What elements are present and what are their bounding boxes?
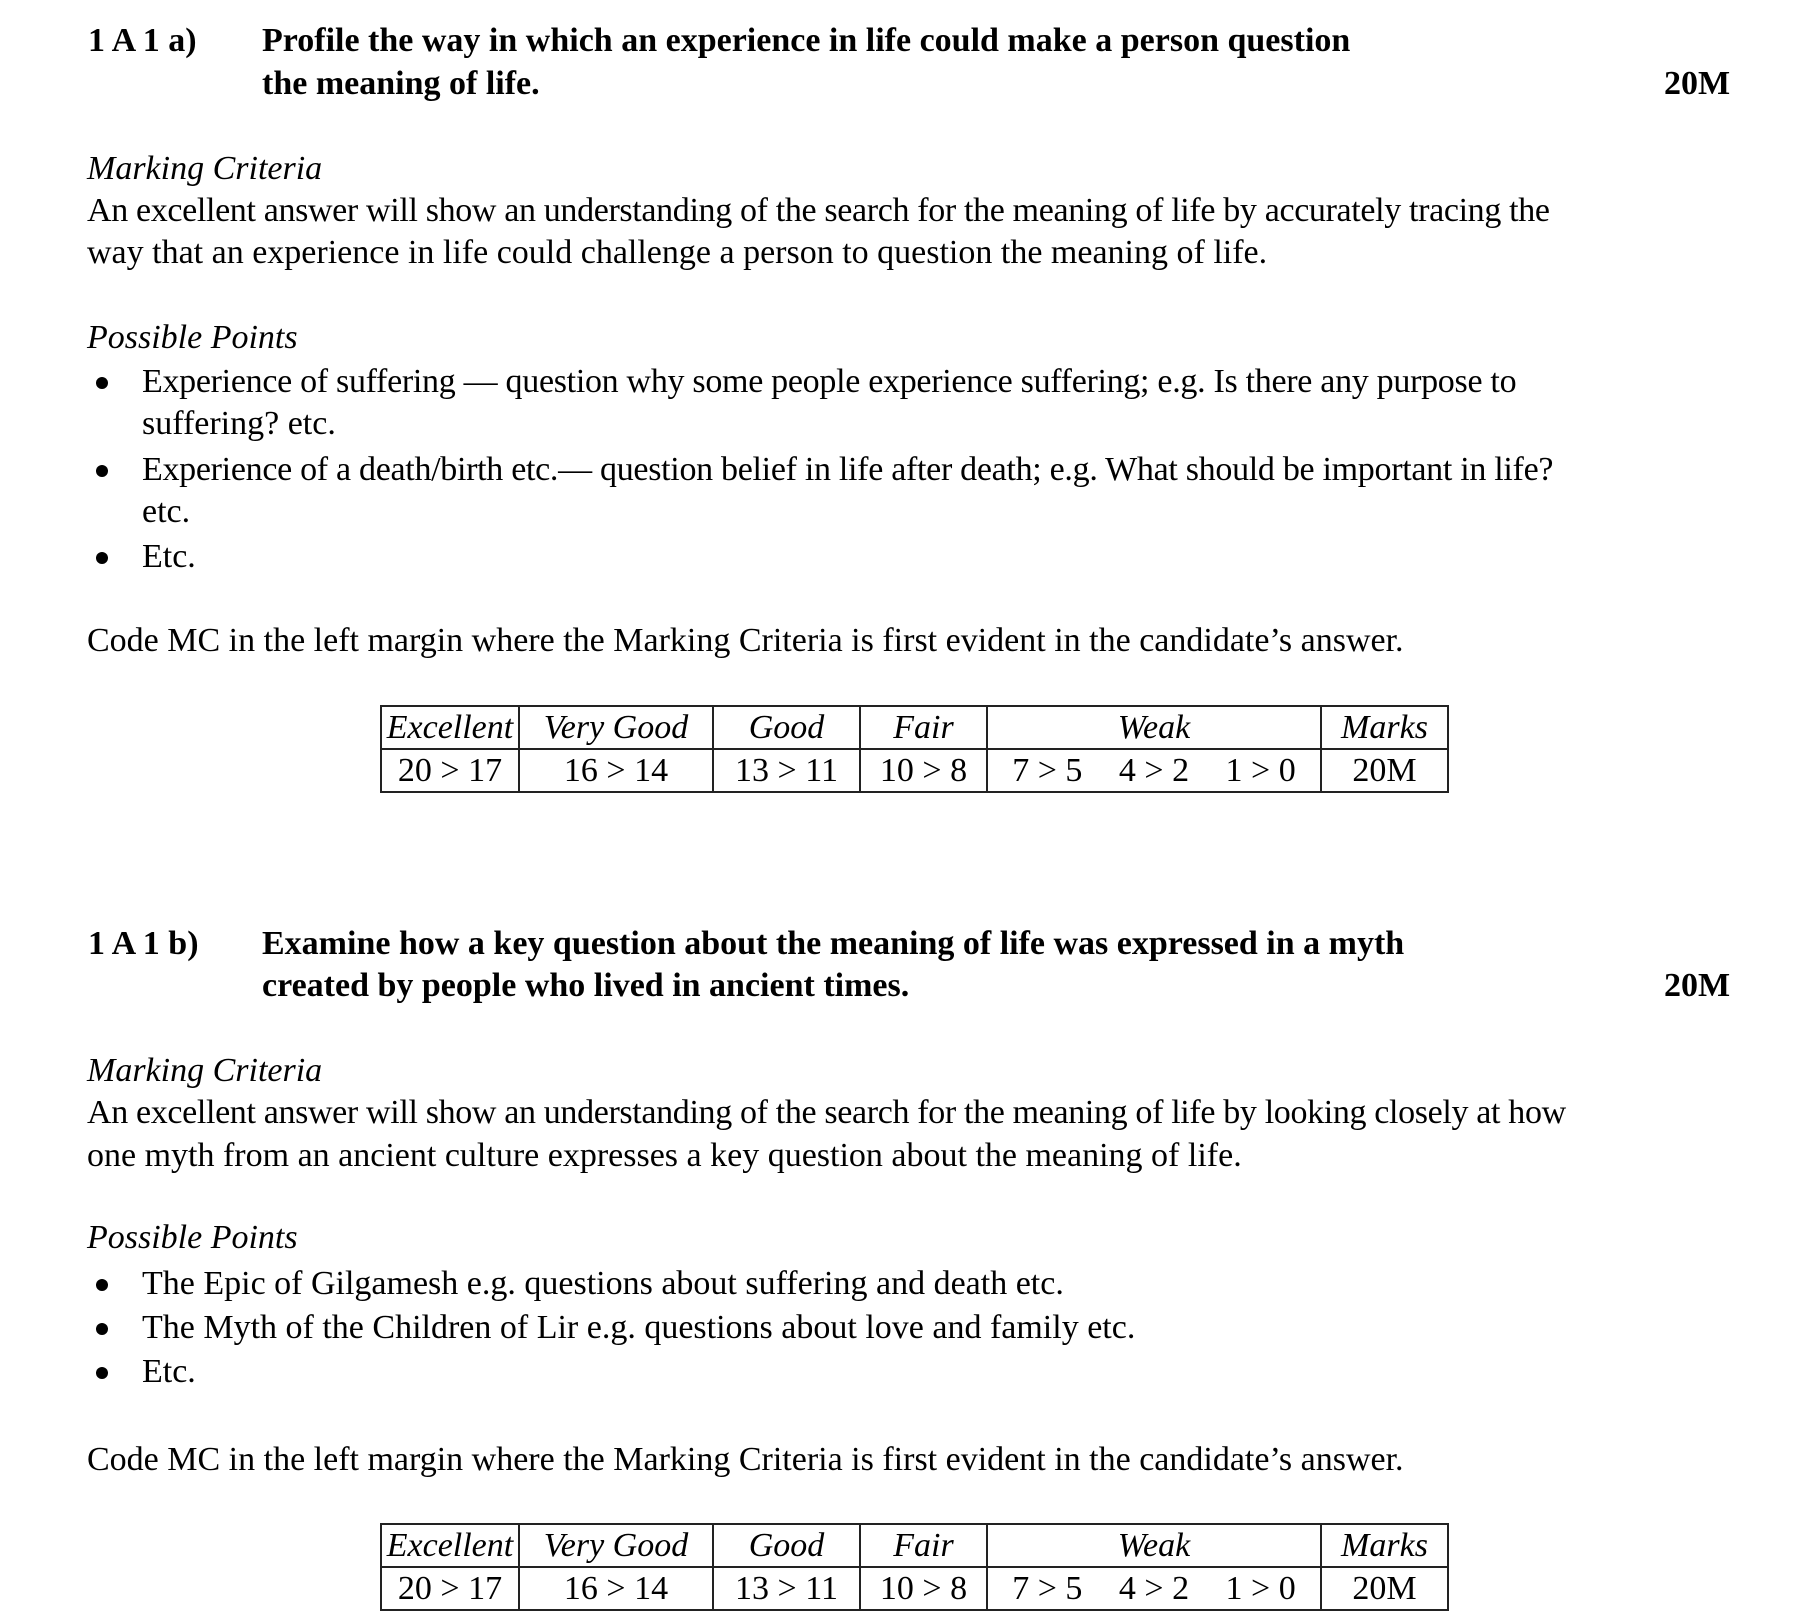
possible-points-label: Possible Points [87, 1219, 298, 1256]
grade-range-weak [987, 1567, 1321, 1610]
marking-criteria-text: way that an experience in life could challenge a person to question the meaning of life. [87, 234, 1268, 271]
grade-table-value-row [381, 1567, 1448, 1610]
bullet-icon [96, 1279, 108, 1291]
point-text: etc. [142, 493, 191, 530]
grade-header-weak: Weak [987, 706, 1321, 749]
grade-range-fair: 10 > 8 [860, 1567, 987, 1610]
grade-total-marks: 20M [1321, 749, 1448, 792]
grade-table-value-row [381, 749, 1448, 792]
weak-range: 4 > 2 [1118, 1569, 1190, 1607]
code-mc-note: Code MC in the left margin where the Marking Criteria is first evident in the candidate’s answer. [87, 622, 1404, 659]
grade-total-marks: 20M [1321, 1567, 1448, 1610]
grade-header-fair: Fair [860, 706, 987, 749]
grade-table [380, 1523, 1449, 1611]
possible-points-label: Possible Points [87, 319, 298, 356]
question-marks: 20M [1664, 967, 1731, 1004]
grade-range-excellent: 20 > 17 [381, 749, 519, 792]
grade-header-fair: Fair [860, 1524, 987, 1567]
weak-range: 4 > 2 [1118, 751, 1190, 789]
point-text: Etc. [142, 538, 196, 575]
question-marks: 20M [1664, 65, 1731, 102]
grade-range-weak [987, 749, 1321, 792]
point-text: Etc. [142, 1353, 196, 1390]
marking-criteria-text: one myth from an ancient culture expresses a key question about the meaning of life. [87, 1137, 1242, 1174]
weak-range: 7 > 5 [1012, 1569, 1083, 1607]
grade-header-marks: Marks [1321, 1524, 1448, 1567]
grade-header-very-good: Very Good [519, 706, 713, 749]
grade-header-excellent: Excellent [381, 706, 519, 749]
question-title-line: created by people who lived in ancient times. [262, 967, 910, 1004]
grade-header-very-good: Very Good [519, 1524, 713, 1567]
weak-range: 7 > 5 [1012, 751, 1083, 789]
question-number: 1 A 1 a) [88, 22, 197, 59]
grade-range-very-good: 16 > 14 [519, 749, 713, 792]
bullet-icon [96, 377, 108, 389]
grade-header-excellent: Excellent [381, 1524, 519, 1567]
grade-range-good: 13 > 11 [713, 1567, 860, 1610]
question-title-line: Examine how a key question about the meaning of life was expressed in a myth [262, 925, 1405, 962]
bullet-icon [96, 552, 108, 564]
weak-range: 1 > 0 [1225, 751, 1296, 789]
point-text: The Myth of the Children of Lir e.g. questions about love and family etc. [142, 1309, 1136, 1346]
bullet-icon [96, 1323, 108, 1335]
bullet-icon [96, 465, 108, 477]
marking-criteria-text: An excellent answer will show an understanding of the search for the meaning of life by accurately tracing the [87, 192, 1550, 229]
point-text: Experience of suffering — question why some people experience suffering; e.g. Is there any purpose to [142, 363, 1517, 400]
grade-header-good: Good [713, 706, 860, 749]
grade-range-very-good: 16 > 14 [519, 1567, 713, 1610]
grade-table-header-row [381, 1524, 1448, 1567]
grade-table [380, 705, 1449, 793]
code-mc-note: Code MC in the left margin where the Marking Criteria is first evident in the candidate’s answer. [87, 1441, 1404, 1478]
grade-header-good: Good [713, 1524, 860, 1567]
marking-criteria-text: An excellent answer will show an understanding of the search for the meaning of life by looking closely at how [87, 1094, 1566, 1131]
point-text: The Epic of Gilgamesh e.g. questions about suffering and death etc. [142, 1265, 1064, 1302]
grade-header-weak: Weak [987, 1524, 1321, 1567]
grade-range-fair: 10 > 8 [860, 749, 987, 792]
question-title-line: the meaning of life. [262, 65, 540, 102]
grade-header-marks: Marks [1321, 706, 1448, 749]
grade-table-header-row [381, 706, 1448, 749]
question-number: 1 A 1 b) [88, 925, 199, 962]
grade-range-good: 13 > 11 [713, 749, 860, 792]
grade-range-excellent: 20 > 17 [381, 1567, 519, 1610]
marking-criteria-label: Marking Criteria [87, 1052, 323, 1089]
point-text: Experience of a death/birth etc.— question belief in life after death; e.g. What should be important in life? [142, 451, 1554, 488]
question-title-line: Profile the way in which an experience in life could make a person question [262, 22, 1351, 59]
marking-criteria-label: Marking Criteria [87, 150, 323, 187]
bullet-icon [96, 1367, 108, 1379]
weak-range: 1 > 0 [1225, 1569, 1296, 1607]
point-text: suffering? etc. [142, 405, 336, 442]
